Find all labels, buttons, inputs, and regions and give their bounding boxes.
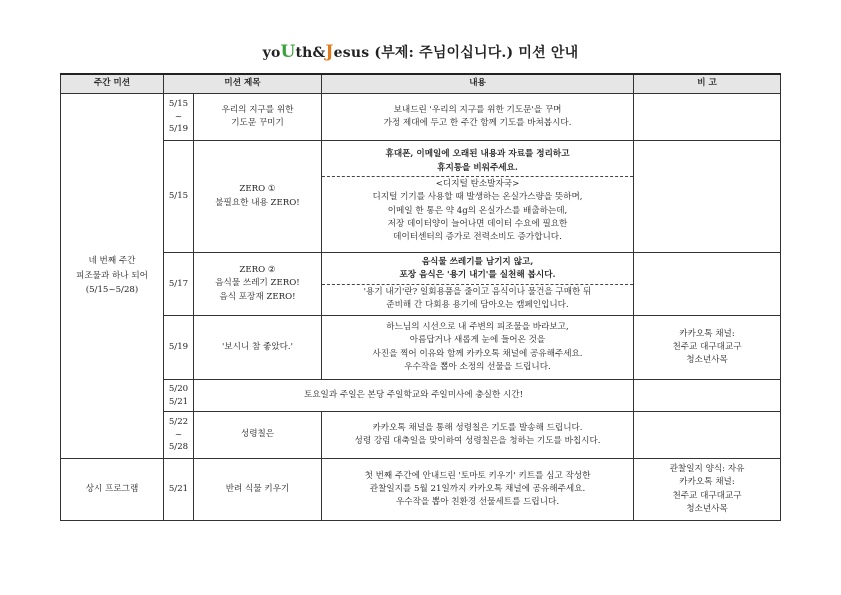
table-row [61,459,781,521]
table-row [61,316,781,380]
mission-title-cell: 반려 식물 키우기 [194,459,322,521]
note-cell [634,412,781,459]
weekly-mission-cell: 네 번째 주간 피조물과 하나 되어 (5/15~5/28) [61,94,164,459]
content-cell [322,141,634,253]
merged-content-cell: 토요일과 주일은 본당 주일학교와 주일미사에 충실한 시간! [194,380,634,412]
content-cell: 하느님의 시선으로 내 주변의 피조물을 바라보고, 아름답거나 새롭게 눈에 들어온 것을 사진을 찍어 이유와 함께 카카오톡 채널에 공유해주세요. 우수작을 뽑아 소정의 선물을 드립니다. [322,316,634,380]
mission-title-cell: 우리의 지구를 위한 기도문 꾸미기 [194,94,322,141]
header-mission-title: 미션 제목 [164,74,322,94]
content-highlight: 휴대폰, 이메일에 오래된 내용과 자료를 정리하고 휴지통을 비워주세요. [385,149,570,173]
table-row [61,94,781,141]
table-row [61,253,781,316]
header-content: 내용 [322,74,634,94]
header-weekly-mission: 주간 미션 [61,74,164,94]
table-row [61,412,781,459]
date-cell: 5/15 [164,141,194,253]
mission-title-cell: ZERO ① 불필요한 내용 ZERO! [194,141,322,253]
note-cell [634,141,781,253]
date-cell: 5/22 ~ 5/28 [164,412,194,459]
mission-title-cell: 성령칠은 [194,412,322,459]
content-cell [322,253,634,316]
regular-program-cell: 상시 프로그램 [61,459,164,521]
note-cell [634,94,781,141]
mission-title-cell: '보시니 참 좋았다.' [194,316,322,380]
date-cell: 5/21 [164,459,194,521]
date-cell: 5/19 [164,316,194,380]
note-cell: 관찰일지 양식: 자유 카카오톡 채널: 천주교 대구대교구 청소년사목 [634,459,781,521]
content-detail: <디지털 탄소발자국> 디지털 기기를 사용할 때 발생하는 온실가스량을 뜻하며, 이메일 한 통은 약 4g의 온실가스를 배출하는데, 저장 데이터양이 늘어나면 데이터 수요에 필요한 데이터센터의 증가로 전력소비도 증가합니다. [322,176,633,246]
table-header-row [61,74,781,94]
table-row [61,141,781,253]
date-cell: 5/15 ~ 5/19 [164,94,194,141]
date-cell: 5/17 [164,253,194,316]
note-cell [634,380,781,412]
title-j-letter: J [325,42,334,62]
content-highlight: 음식물 쓰레기를 남기지 않고, 포장 음식은 '용기 내기'를 실천해 봅시다. [399,256,556,281]
table-row [61,380,781,412]
mission-table [60,73,781,521]
date-cell: 5/20 5/21 [164,380,194,412]
content-cell: 첫 번째 주간에 안내드린 '토마토 키우기' 키트를 심고 작성한 관찰일지를 5월 21일까지 카카오톡 채널에 공유해주세요. 우수작을 뽑아 친환경 선물세트를 드립니다. [322,459,634,521]
note-cell: 카카오톡 채널: 천주교 대구대교구 청소년사목 [634,316,781,380]
header-notes: 비 고 [634,74,781,94]
mission-title-cell: ZERO ② 음식물 쓰레기 ZERO! 음식 포장재 ZERO! [194,253,322,316]
content-cell: 보내드린 '우리의 지구를 위한 기도문'을 꾸며 가정 제대에 두고 한 주간 함께 기도를 바쳐봅시다. [322,94,634,141]
content-cell: 카카오톡 채널을 통해 성령칠은 기도를 발송해 드립니다. 성령 강림 대축일을 맞이하여 성령칠은을 청하는 기도를 바칩시다. [322,412,634,459]
title-u-letter: U [280,42,296,62]
note-cell [634,253,781,316]
page-title: yoUth&Jesus (부제: 주님이십니다.) 미션 안내 [262,42,579,62]
content-detail: '용기 내기'란? 일회용품을 줄이고 음식이나 물건을 구매한 뒤 준비해 간 다회용 용기에 담아오는 캠페인입니다. [322,284,633,314]
